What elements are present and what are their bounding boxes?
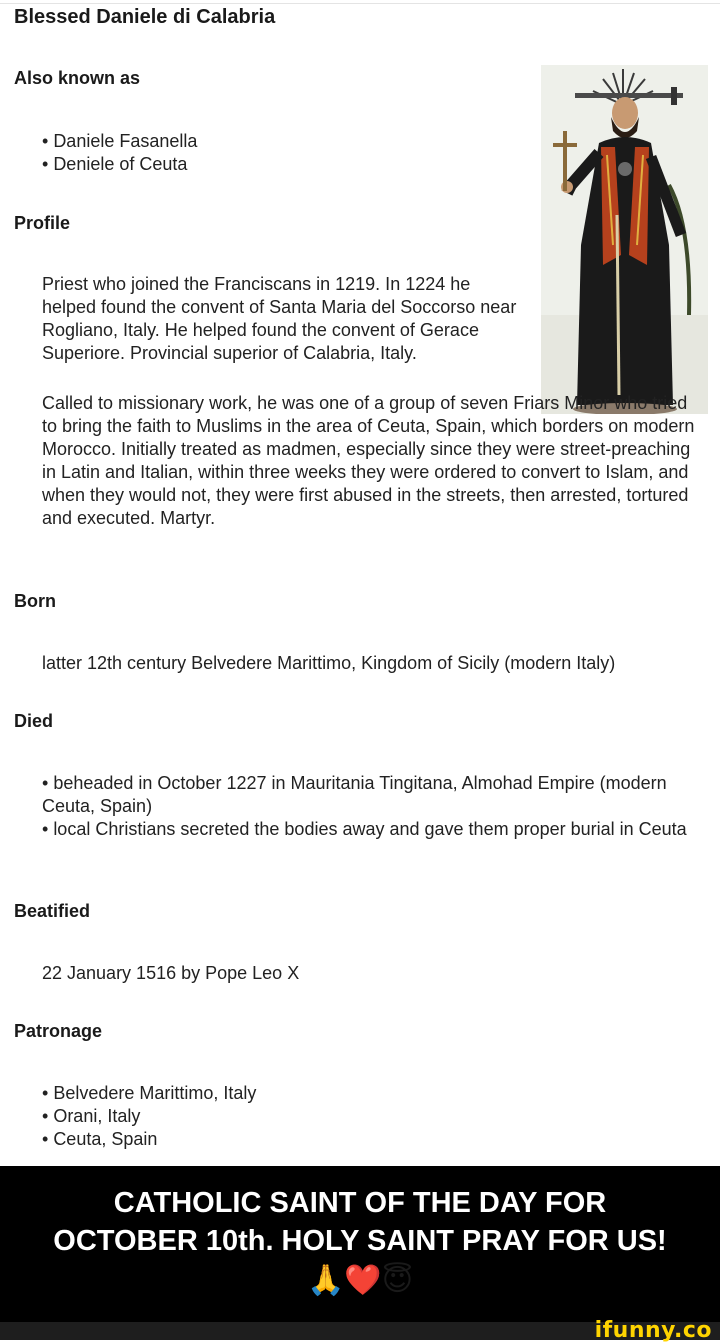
patronage-item: • Ceuta, Spain	[42, 1128, 702, 1151]
profile-heading: Profile	[14, 213, 71, 233]
caption-line-1: CATHOLIC SAINT OF THE DAY FOR	[113, 1187, 607, 1219]
profile-paragraph-1: Priest who joined the Franciscans in 1219. In 1224 he helped found the convent of Santa Maria del Soccorso near Rogliano, Italy. He helped found the convent of Gerace Superiore. Provincial superior of Calabria, Italy.	[42, 274, 517, 363]
beatified-heading: Beatified	[14, 901, 91, 921]
ifunny-watermark[interactable]: ifunny.co	[594, 1318, 712, 1343]
page-title: Blessed Daniele di Calabria	[14, 6, 276, 28]
patronage-item: • Orani, Italy	[42, 1105, 702, 1128]
aka-list	[42, 130, 522, 176]
aka-item: • Deniele of Ceuta	[42, 153, 522, 176]
died-heading: Died	[14, 711, 54, 731]
died-item: • local Christians secreted the bodies away and gave them proper burial in Ceuta	[42, 818, 702, 841]
died-item: • beheaded in October 1227 in Mauritania Tingitana, Almohad Empire (modern Ceuta, Spain)	[42, 772, 702, 818]
saint-statue-portrait	[541, 65, 708, 414]
aka-item: • Daniele Fasanella	[42, 130, 522, 153]
born-heading: Born	[14, 591, 56, 611]
patronage-item: • Belvedere Marittimo, Italy	[42, 1082, 702, 1105]
patronage-list	[42, 1082, 702, 1151]
born-text: latter 12th century Belvedere Marittimo, Kingdom of Sicily (modern Italy)	[42, 653, 616, 673]
died-list	[42, 772, 702, 841]
patronage-heading: Patronage	[14, 1021, 103, 1041]
aka-heading: Also known as	[14, 68, 141, 88]
profile-paragraph-2: Called to missionary work, he was one of a group of seven Friars Minor who tried to bring the faith to Muslims in the area of Ceuta, Spain, which borders on modern Morocco. Initially treated as madmen, especially since they were street-preaching in Latin and Italian, within three weeks they were ordered to convert to Islam, and when they would not, they were first abused in the streets, then arrested, tortured and executed. Martyr.	[42, 393, 695, 528]
footer-bar	[0, 1318, 720, 1343]
caption-line-2: OCTOBER 10th. HOLY SAINT PRAY FOR US!	[53, 1225, 667, 1257]
caption-text	[20, 1184, 700, 1260]
top-divider	[0, 3, 720, 4]
caption-emojis: 🙏❤️😇	[307, 1264, 413, 1297]
meme-caption-banner	[0, 1166, 720, 1322]
beatified-text: 22 January 1516 by Pope Leo X	[42, 963, 300, 983]
